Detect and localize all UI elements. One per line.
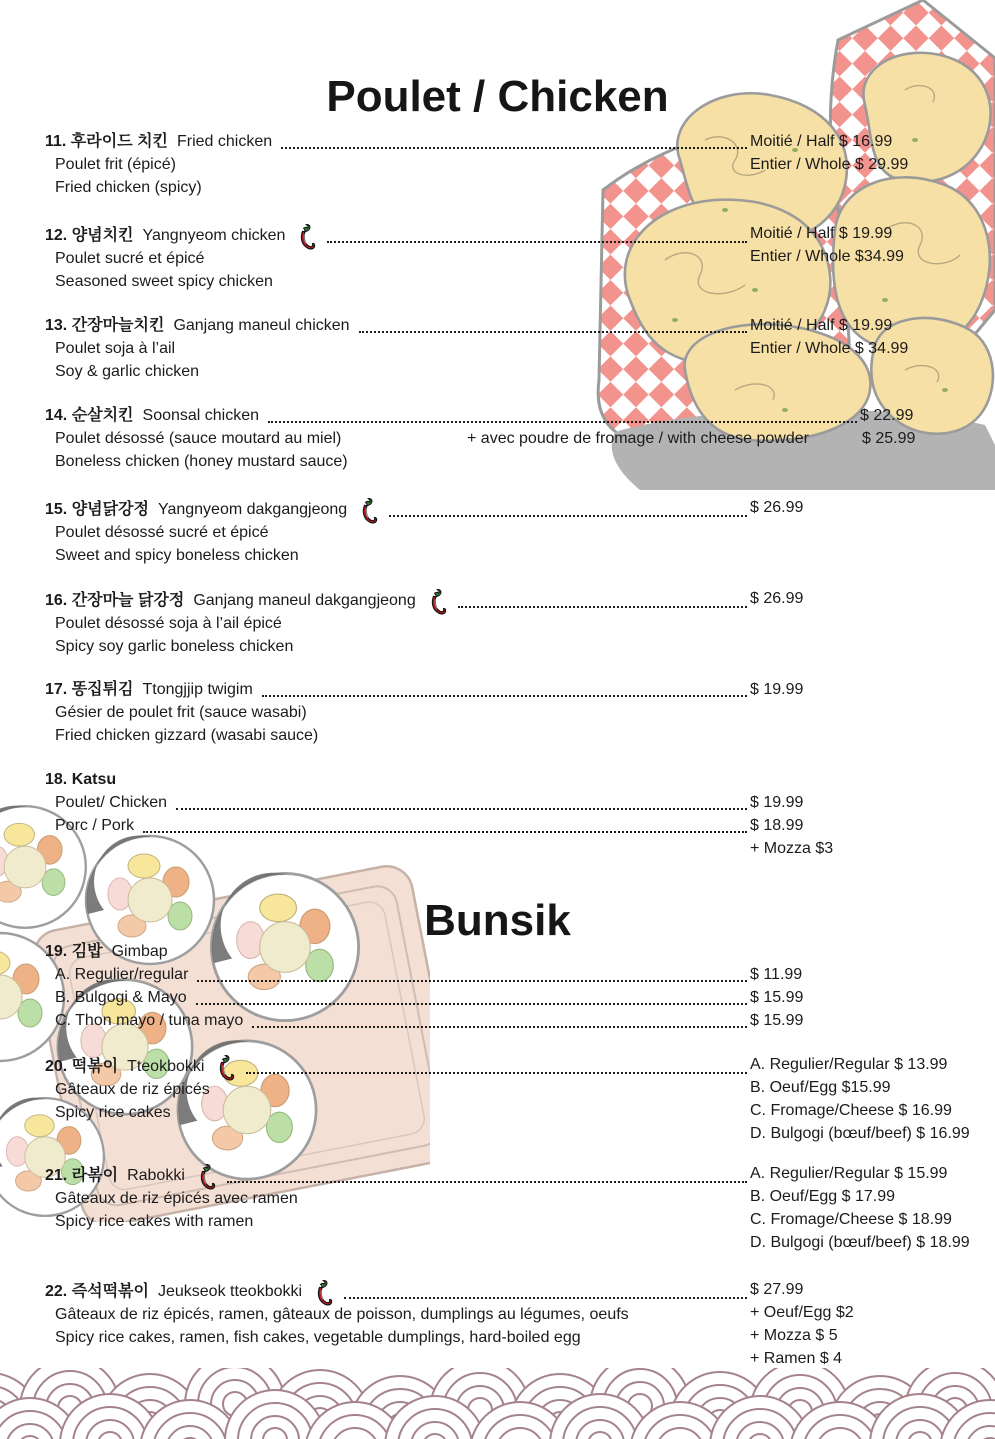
desc-line-en: Soy & garlic chicken	[55, 363, 200, 380]
item-name-latin: Yangnyeom chicken	[142, 227, 286, 244]
menu-item-14	[45, 404, 995, 473]
price-line: Moitié / Half $ 19.99	[750, 317, 893, 334]
option-price: $ 11.99	[750, 966, 803, 983]
item-number-korean: 15. 양념닭강정	[45, 501, 149, 518]
chili-pepper-icon	[295, 222, 316, 252]
option-price: $ 19.99	[750, 794, 804, 811]
item-title-row	[45, 222, 750, 247]
item-prices	[750, 587, 995, 610]
item-descriptions	[45, 612, 760, 658]
price-line: Moitié / Half $ 16.99	[750, 133, 893, 150]
item-title-row	[45, 1053, 750, 1078]
dotted-leader	[359, 331, 747, 333]
item-descriptions	[45, 1078, 760, 1124]
item-descriptions	[45, 247, 760, 293]
item-option-row	[55, 986, 995, 1009]
item-descriptions	[45, 427, 916, 473]
item-number-name: 18. Katsu	[45, 771, 117, 788]
price-line: Entier / Whole $34.99	[750, 248, 904, 265]
item-descriptions	[45, 153, 760, 199]
option-price: $ 18.99	[750, 817, 804, 834]
menu-item-20	[45, 1053, 995, 1142]
item-number-korean: 11. 후라이드 치킨	[45, 133, 168, 150]
chili-pepper-icon	[357, 496, 378, 526]
chili-pepper-icon	[426, 587, 447, 617]
item-descriptions	[45, 701, 760, 747]
desc-line-fr: Poulet sucré et épicé	[55, 250, 205, 267]
extra-line: + Mozza $ 5	[750, 1327, 838, 1344]
price-line: B. Oeuf/Egg $ 17.99	[750, 1188, 895, 1205]
item-title-row	[45, 314, 750, 337]
item-prices	[750, 678, 995, 701]
item-name-latin: Ganjang maneul dakgangjeong	[193, 592, 416, 609]
desc-line-fr: Gésier de poulet frit (sauce wasabi)	[55, 704, 307, 721]
price-line: $ 27.99	[750, 1281, 804, 1298]
item-prices	[750, 1278, 995, 1370]
desc-line-en: Sweet and spicy boneless chicken	[55, 547, 299, 564]
desc-line-en: Boneless chicken (honey mustard sauce)	[55, 453, 348, 470]
price-line: D. Bulgogi (bœuf/beef) $ 16.99	[750, 1125, 970, 1142]
dotted-leader	[143, 831, 747, 833]
menu-item-12	[45, 222, 995, 293]
desc-line-en: Fried chicken (spicy)	[55, 179, 202, 196]
menu-item-13	[45, 314, 995, 383]
item-title-row	[45, 130, 750, 153]
item-name-latin: Gimbap	[111, 943, 168, 960]
item-name-latin: Rabokki	[127, 1167, 185, 1184]
item-name-latin: Tteokbokki	[127, 1058, 205, 1075]
dotted-leader	[458, 606, 747, 608]
item-prices	[860, 404, 995, 427]
extra-line: + Oeuf/Egg $2	[750, 1304, 854, 1321]
dotted-leader	[197, 980, 747, 982]
dotted-leader	[227, 1181, 747, 1183]
item-name-latin: Jeukseok tteokbokki	[157, 1283, 303, 1300]
item-descriptions	[45, 1187, 760, 1233]
price-line: A. Regulier/Regular $ 13.99	[750, 1056, 948, 1073]
price-line: D. Bulgogi (bœuf/beef) $ 18.99	[750, 1234, 970, 1251]
desc-line-fr: Poulet désossé (sauce moutard au miel)	[55, 430, 342, 447]
item-name-latin: Yangnyeom dakgangjeong	[157, 501, 348, 518]
desc-line-fr: Gâteaux de riz épicés avec ramen	[55, 1190, 298, 1207]
item-descriptions	[45, 1303, 760, 1349]
item-number-korean: 22. 즉석떡볶이	[45, 1283, 149, 1300]
dotted-leader	[246, 1072, 747, 1074]
desc-line-en: Fried chicken gizzard (wasabi sauce)	[55, 727, 319, 744]
dotted-leader	[196, 1003, 747, 1005]
section-title-chicken: Poulet / Chicken	[326, 72, 669, 122]
item-number-korean: 17. 똥집튀김	[45, 681, 134, 698]
desc-line-with-option	[55, 427, 960, 450]
item-number-korean: 14. 순살치킨	[45, 407, 134, 424]
option-label: C. Thon mayo / tuna mayo	[55, 1012, 244, 1029]
menu-item-15	[45, 496, 995, 567]
menu-item-17	[45, 678, 995, 747]
desc-line-en: Spicy rice cakes, ramen, fish cakes, vegetable dumplings, hard-boiled egg	[55, 1329, 581, 1346]
option-label: Porc / Pork	[55, 817, 135, 834]
option-label: Poulet/ Chicken	[55, 794, 168, 811]
menu-item-18	[45, 768, 995, 860]
item-number-korean: 19. 김밥	[45, 943, 103, 960]
item-option-row	[55, 814, 995, 837]
item-title-row	[45, 940, 750, 963]
item-name-latin: Soonsal chicken	[142, 407, 260, 424]
desc-line-fr: Poulet frit (épicé)	[55, 156, 176, 173]
option-price: + Mozza $3	[750, 840, 834, 857]
dotted-leader	[268, 421, 857, 423]
menu-item-21	[45, 1162, 995, 1251]
price-line: $ 22.99	[860, 407, 914, 424]
item-name-latin: Ganjang maneul chicken	[173, 317, 350, 334]
menu-item-22	[45, 1278, 995, 1367]
price-line: Entier / Whole $ 34.99	[750, 340, 909, 357]
price-line: $ 26.99	[750, 590, 804, 607]
dotted-leader	[252, 1026, 747, 1028]
item-name-latin: Ttongjjip twigim	[142, 681, 253, 698]
price-line: $ 26.99	[750, 499, 804, 516]
desc-line-fr: Gâteaux de riz épicés	[55, 1081, 210, 1098]
item-option-row	[55, 963, 995, 986]
desc-line-en: Spicy rice cakes	[55, 1104, 171, 1121]
desc-line-fr: Poulet désossé sucré et épicé	[55, 524, 269, 541]
menu-item-19	[45, 940, 995, 1032]
price-line: $ 19.99	[750, 681, 804, 698]
item-title-row	[45, 768, 750, 791]
price-line: Entier / Whole $ 29.99	[750, 156, 909, 173]
item-number-korean: 16. 간장마늘 닭강정	[45, 592, 185, 609]
item-number-korean: 13. 간장마늘치킨	[45, 317, 165, 334]
desc-line-fr: Poulet soja à l’ail	[55, 340, 176, 357]
dotted-leader	[389, 515, 747, 517]
price-line: B. Oeuf/Egg $15.99	[750, 1079, 891, 1096]
item-title-row	[45, 587, 750, 612]
item-prices	[750, 130, 995, 176]
item-name-latin: Fried chicken	[177, 133, 273, 150]
item-prices	[750, 1053, 995, 1145]
menu-item-11	[45, 130, 995, 199]
dotted-leader	[176, 808, 747, 810]
item-prices	[750, 1162, 995, 1254]
price-line: C. Fromage/Cheese $ 18.99	[750, 1211, 952, 1228]
option-label: A. Regulier/regular	[55, 966, 189, 983]
item-title-row	[45, 496, 750, 521]
option-label: B. Bulgogi & Mayo	[55, 989, 187, 1006]
section-title-bunsik: Bunsik	[424, 896, 571, 946]
item-option-row	[55, 791, 995, 814]
desc-line-en: Spicy rice cakes with ramen	[55, 1213, 254, 1230]
item-title-row	[45, 1278, 750, 1303]
chili-pepper-icon	[214, 1053, 235, 1083]
item-prices	[750, 496, 995, 519]
item-title-row	[45, 1162, 750, 1187]
cheese-option-price: $ 25.99	[862, 430, 916, 447]
item-number-korean: 20. 떡볶이	[45, 1058, 119, 1075]
desc-line-fr: Poulet désossé soja à l’ail épicé	[55, 615, 282, 632]
dotted-leader	[262, 695, 747, 697]
price-line: C. Fromage/Cheese $ 16.99	[750, 1102, 952, 1119]
item-prices	[750, 314, 995, 360]
item-number-korean: 12. 양념치킨	[45, 227, 134, 244]
desc-line-en: Seasoned sweet spicy chicken	[55, 273, 273, 290]
desc-line-en: Spicy soy garlic boneless chicken	[55, 638, 294, 655]
dotted-leader	[344, 1297, 747, 1299]
dotted-leader	[281, 147, 747, 149]
item-title-row	[45, 678, 750, 701]
item-descriptions	[45, 337, 760, 383]
item-option-row	[55, 837, 995, 860]
option-price: $ 15.99	[750, 989, 804, 1006]
item-title-row	[45, 404, 860, 427]
item-number-korean: 21. 라볶이	[45, 1167, 119, 1184]
price-line: Moitié / Half $ 19.99	[750, 225, 893, 242]
item-descriptions	[45, 521, 760, 567]
price-line: A. Regulier/Regular $ 15.99	[750, 1165, 948, 1182]
wave-pattern-border	[0, 1368, 995, 1439]
menu-item-16	[45, 587, 995, 658]
extra-line: + Ramen $ 4	[750, 1350, 843, 1367]
item-prices	[750, 222, 995, 268]
dotted-leader	[327, 241, 747, 243]
desc-line-fr: Gâteaux de riz épicés, ramen, gâteaux de poisson, dumplings au légumes, oeufs	[55, 1306, 629, 1323]
item-option-row	[55, 1009, 995, 1032]
cheese-option-note: + avec poudre de fromage / with cheese powder	[467, 430, 809, 447]
option-price: $ 15.99	[750, 1012, 804, 1029]
